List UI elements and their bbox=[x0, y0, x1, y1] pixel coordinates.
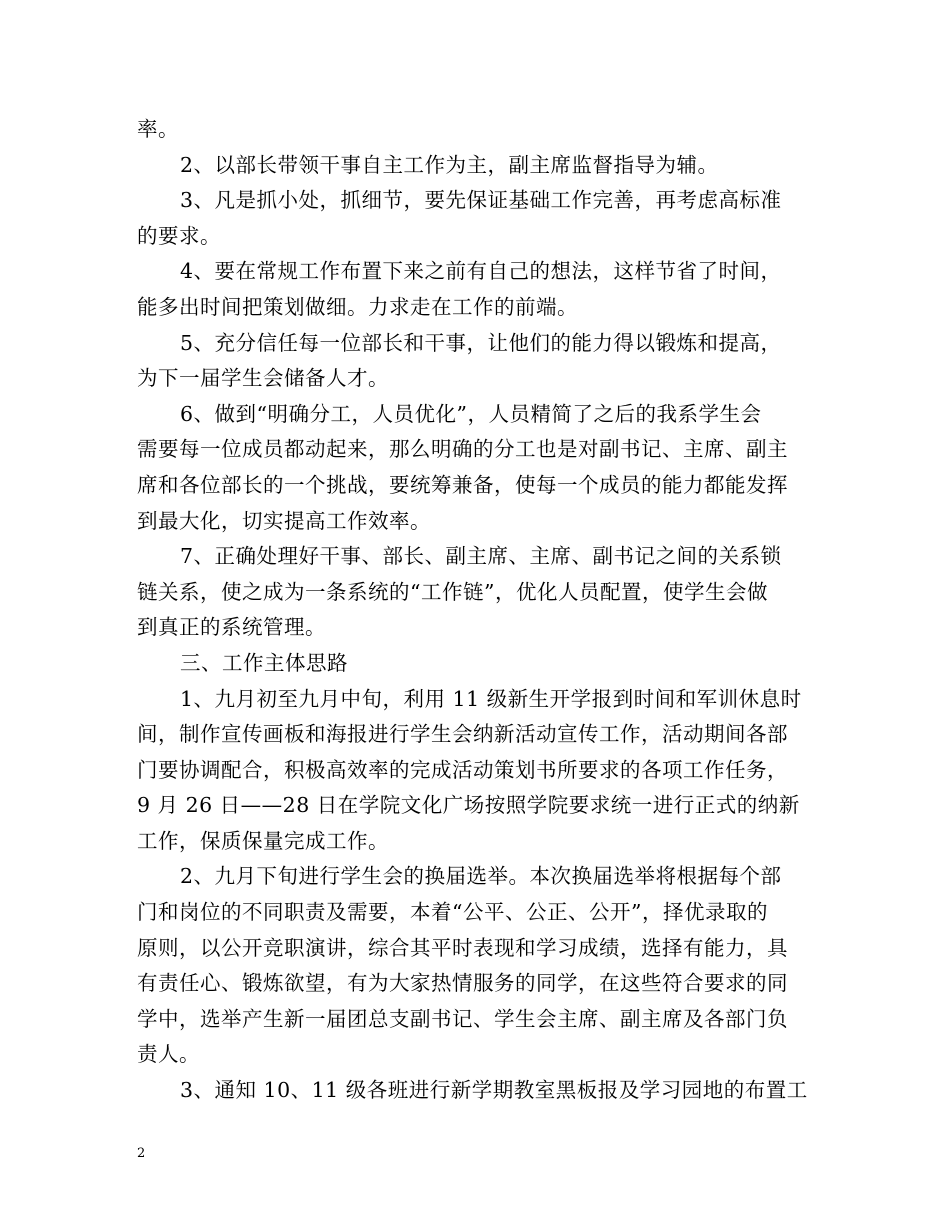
text-line: 4、要在常规工作布置下来之前有自己的想法，这样节省了时间， bbox=[180, 259, 782, 284]
text-line: 间，制作宣传画板和海报进行学生会纳新活动宣传工作，活动期间各部 bbox=[137, 722, 788, 747]
text-line: 门要协调配合，积极高效率的完成活动策划书所要求的各项工作任务， bbox=[137, 757, 788, 782]
text-line: 门和岗位的不同职责及需要，本着“公平、公正、公开”，择优录取的 bbox=[137, 900, 768, 925]
text-line: 7、正确处理好干事、部长、副主席、主席、副书记之间的关系锁 bbox=[180, 544, 782, 569]
text-line: 链关系，使之成为一条系统的“工作链”，优化人员配置，使学生会做 bbox=[137, 579, 768, 604]
text-line: 到最大化，切实提高工作效率。 bbox=[137, 508, 431, 533]
document-body bbox=[137, 112, 817, 1109]
text-line: 有责任心、锻炼欲望，有为大家热情服务的同学，在这些符合要求的同 bbox=[137, 971, 788, 996]
text-line: 9 月 26 日——28 日在学院文化广场按照学院要求统一进行正式的纳新 bbox=[137, 793, 800, 818]
text-line: 1、九月初至九月中旬，利用 11 级新生开学报到时间和军训休息时 bbox=[180, 686, 802, 711]
text-line: 到真正的系统管理。 bbox=[137, 615, 326, 640]
text-line: 为下一届学生会储备人才。 bbox=[137, 366, 389, 391]
text-line: 席和各位部长的一个挑战，要统筹兼备，使每一个成员的能力都能发挥 bbox=[137, 472, 788, 497]
text-line: 6、做到“明确分工，人员优化”，人员精简了之后的我系学生会 bbox=[180, 401, 762, 426]
text-line: 5、充分信任每一位部长和干事，让他们的能力得以锻炼和提高， bbox=[180, 330, 782, 355]
text-line: 责人。 bbox=[137, 1042, 200, 1067]
text-line: 2、以部长带领干事自主工作为主，副主席监督指导为辅。 bbox=[180, 152, 719, 177]
text-line: 工作，保质保量完成工作。 bbox=[137, 828, 389, 853]
text-line: 三、工作主体思路 bbox=[180, 650, 348, 675]
text-line: 学中，选举产生新一届团总支副书记、学生会主席、副主席及各部门负 bbox=[137, 1006, 788, 1031]
text-line: 需要每一位成员都动起来，那么明确的分工也是对副书记、主席、副主 bbox=[137, 437, 788, 462]
page-number: 2 bbox=[137, 1146, 146, 1161]
text-line: 率。 bbox=[137, 117, 179, 141]
text-line: 能多出时间把策划做细。力求走在工作的前端。 bbox=[137, 294, 578, 319]
text-line: 2、九月下旬进行学生会的换届选举。本次换届选举将根据每个部 bbox=[180, 864, 782, 889]
text-line: 3、通知 10、11 级各班进行新学期教室黑板报及学习园地的布置工 bbox=[180, 1078, 808, 1103]
text-line: 的要求。 bbox=[137, 223, 221, 248]
text-line: 原则，以公开竞职演讲，综合其平时表现和学习成绩，选择有能力，具 bbox=[137, 935, 788, 960]
text-line: 3、凡是抓小处，抓细节，要先保证基础工作完善，再考虑高标准 bbox=[180, 188, 782, 213]
